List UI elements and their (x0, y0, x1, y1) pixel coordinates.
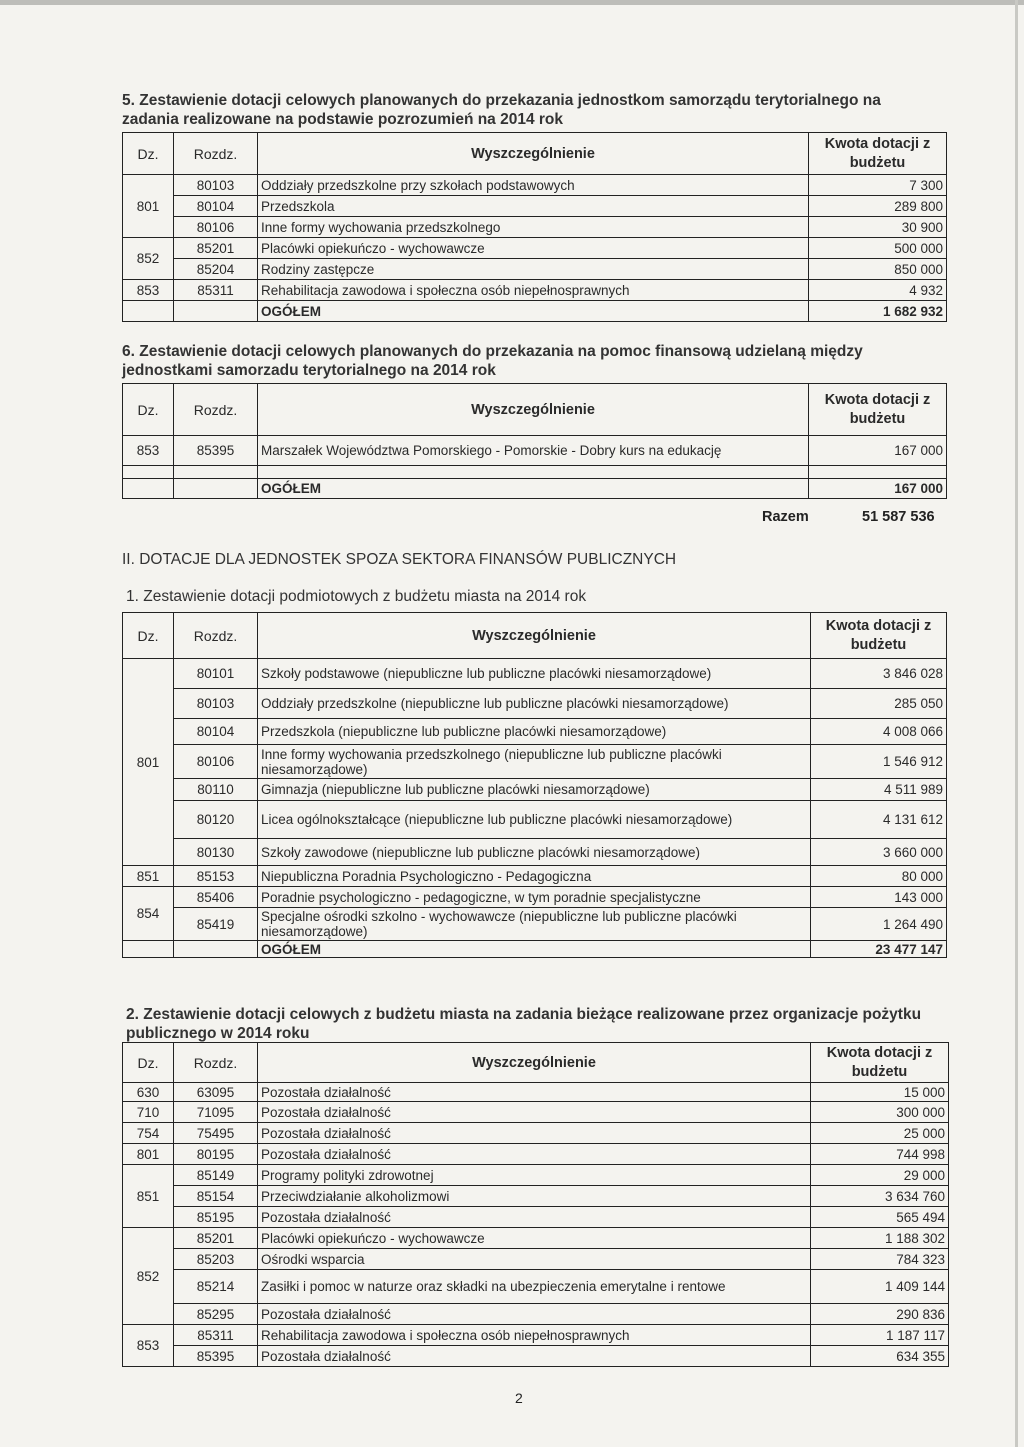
cell-desc: Ośrodki wsparcia (258, 1249, 811, 1270)
table-row (123, 1346, 949, 1367)
cell-dz: 851 (123, 866, 174, 887)
total-label: OGÓŁEM (258, 479, 809, 499)
cell-amount: 4 511 989 (811, 779, 947, 801)
header-kwota (811, 613, 947, 659)
table-row (123, 1083, 949, 1102)
cell-empty (123, 479, 174, 499)
cell-amount: 1 187 117 (811, 1325, 949, 1346)
cell-rozdz: 85204 (174, 259, 258, 280)
cell-rozdz: 85201 (174, 238, 258, 259)
table-row (123, 1207, 949, 1228)
cell-dz: 854 (123, 887, 174, 941)
cell-desc: Szkoły zawodowe (niepubliczne lub publiczne placówki niesamorządowe) (258, 839, 811, 866)
cell-amount: 744 998 (811, 1144, 949, 1165)
header-kwota-line1: Kwota dotacji z (826, 1044, 933, 1061)
cell-rozdz: 71095 (174, 1102, 258, 1123)
cell-amount: 1 264 490 (811, 908, 947, 941)
cell-rozdz: 85153 (174, 866, 258, 887)
section-5-title-line1: 5. Zestawienie dotacji celowych planowanych do przekazania jednostkom samorządu terytorialnego na (122, 92, 881, 109)
header-kwota-line1: Kwota dotacji z (824, 135, 931, 152)
header-kwota (809, 133, 947, 175)
cell-rozdz: 85203 (174, 1249, 258, 1270)
header-row (123, 613, 947, 659)
cell-empty (174, 941, 258, 958)
cell-dz: 851 (123, 1165, 174, 1228)
cell-desc: Pozostała działalność (258, 1346, 811, 1367)
cell-rozdz: 85311 (174, 1325, 258, 1346)
page-number: 2 (515, 1390, 523, 1406)
table-row (123, 280, 947, 301)
table-row (123, 436, 947, 466)
cell-amount: 80 000 (811, 866, 947, 887)
cell-rozdz: 80101 (174, 659, 258, 689)
subsection-2-title (126, 1005, 921, 1043)
cell-rozdz: 85311 (174, 280, 258, 301)
cell-amount: 565 494 (811, 1207, 949, 1228)
cell-amount: 500 000 (809, 238, 947, 259)
cell-empty (174, 479, 258, 499)
total-row (123, 301, 947, 322)
cell-rozdz: 80104 (174, 196, 258, 217)
cell-desc: Pozostała działalność (258, 1123, 811, 1144)
cell-rozdz: 85419 (174, 908, 258, 941)
cell-amount: 290 836 (811, 1304, 949, 1325)
cell-rozdz: 80106 (174, 217, 258, 238)
cell-rozdz: 80106 (174, 745, 258, 779)
cell-empty (174, 466, 258, 479)
cell-desc: Pozostała działalność (258, 1083, 811, 1102)
cell-empty (123, 466, 174, 479)
section-6-title-line2: jednostkami samorzadu terytorialnego na 2014 rok (122, 362, 496, 379)
cell-desc: Rehabilitacja zawodowa i społeczna osób niepełnosprawnych (258, 280, 809, 301)
cell-amount: 7 300 (809, 175, 947, 196)
scan-right-edge (1015, 0, 1018, 1447)
cell-amount: 1 409 144 (811, 1270, 949, 1304)
table-row (123, 175, 947, 196)
cell-dz: 853 (123, 1325, 174, 1367)
cell-amount: 3 846 028 (811, 659, 947, 689)
cell-dz: 801 (123, 175, 174, 238)
table-subsection-2 (122, 1042, 949, 1367)
cell-desc: Marszałek Województwa Pomorskiego - Pomorskie - Dobry kurs na edukację (258, 436, 809, 466)
cell-dz: 852 (123, 238, 174, 280)
table-row (123, 1165, 949, 1186)
header-row (123, 384, 947, 436)
total-label: OGÓŁEM (258, 301, 809, 322)
table-row (123, 1144, 949, 1165)
razem-value: 51 587 536 (862, 509, 935, 525)
table-row (123, 779, 947, 801)
cell-amount: 285 050 (811, 689, 947, 719)
table-row (123, 217, 947, 238)
table-subsection-1 (122, 612, 947, 958)
table-row (123, 839, 947, 866)
cell-desc: Niepubliczna Poradnia Psychologiczno - Pedagogiczna (258, 866, 811, 887)
table-row (123, 1123, 949, 1144)
table-row (123, 1228, 949, 1249)
header-dz: Dz. (123, 384, 174, 436)
cell-rozdz: 85195 (174, 1207, 258, 1228)
cell-rozdz: 80103 (174, 689, 258, 719)
table-row (123, 801, 947, 839)
cell-amount: 29 000 (811, 1165, 949, 1186)
section-6-title-line1: 6. Zestawienie dotacji celowych planowanych do przekazania na pomoc finansową udzielaną między (122, 343, 863, 360)
cell-desc: Pozostała działalność (258, 1102, 811, 1123)
header-wyszczegolnienie: Wyszczególnienie (258, 1043, 811, 1083)
cell-desc: Przedszkola (niepubliczne lub publiczne placówki niesamorządowe) (258, 719, 811, 745)
cell-rozdz: 85149 (174, 1165, 258, 1186)
cell-amount: 4 131 612 (811, 801, 947, 839)
header-kwota-line2: budżetu (849, 410, 906, 427)
table-row (123, 1102, 949, 1123)
header-wyszczegolnienie: Wyszczególnienie (258, 613, 811, 659)
cell-rozdz: 80104 (174, 719, 258, 745)
table-row (123, 719, 947, 745)
scan-top-edge (0, 0, 1024, 5)
table-row (123, 1270, 949, 1304)
cell-empty (123, 941, 174, 958)
table-row (123, 1186, 949, 1207)
table-row (123, 659, 947, 689)
header-dz: Dz. (123, 613, 174, 659)
cell-rozdz: 80120 (174, 801, 258, 839)
cell-amount: 1 546 912 (811, 745, 947, 779)
header-wyszczegolnienie: Wyszczególnienie (258, 133, 809, 175)
header-dz: Dz. (123, 133, 174, 175)
cell-rozdz: 85406 (174, 887, 258, 908)
cell-desc: Przedszkola (258, 196, 809, 217)
header-wyszczegolnienie: Wyszczególnienie (258, 384, 809, 436)
cell-rozdz: 85395 (174, 1346, 258, 1367)
section-5-title-line2: zadania realizowane na podstawie pozrozumień na 2014 rok (122, 111, 564, 128)
cell-desc: Placówki opiekuńczo - wychowawcze (258, 1228, 811, 1249)
header-dz: Dz. (123, 1043, 174, 1083)
cell-desc: Poradnie psychologiczno - pedagogiczne, w tym poradnie specjalistyczne (258, 887, 811, 908)
cell-rozdz: 80110 (174, 779, 258, 801)
cell-rozdz: 63095 (174, 1083, 258, 1102)
cell-rozdz: 85395 (174, 436, 258, 466)
cell-amount: 30 900 (809, 217, 947, 238)
cell-rozdz: 85214 (174, 1270, 258, 1304)
cell-desc: Zasiłki i pomoc w naturze oraz składki na ubezpieczenia emerytalne i rentowe (258, 1270, 811, 1304)
cell-amount: 4 008 066 (811, 719, 947, 745)
total-amount: 23 477 147 (811, 941, 947, 958)
cell-dz: 853 (123, 436, 174, 466)
cell-dz: 754 (123, 1123, 174, 1144)
header-row (123, 1043, 949, 1083)
section-ii-title: II. DOTACJE DLA JEDNOSTEK SPOZA SEKTORA FINANSÓW PUBLICZNYCH (122, 551, 677, 568)
cell-rozdz: 85154 (174, 1186, 258, 1207)
header-kwota-line1: Kwota dotacji z (825, 617, 932, 634)
total-row (123, 941, 947, 958)
cell-dz: 852 (123, 1228, 174, 1325)
table-row (123, 1249, 949, 1270)
cell-desc: Programy polityki zdrowotnej (258, 1165, 811, 1186)
table-section-6 (122, 383, 947, 499)
total-label: OGÓŁEM (258, 941, 811, 958)
cell-dz: 853 (123, 280, 174, 301)
total-amount: 167 000 (809, 479, 947, 499)
cell-desc: Pozostała działalność (258, 1207, 811, 1228)
subsection-2-title-line1: 2. Zestawienie dotacji celowych z budżetu miasta na zadania bieżące realizowane przez organizacje pożytku (126, 1006, 922, 1023)
cell-rozdz: 75495 (174, 1123, 258, 1144)
cell-desc: Przeciwdziałanie alkoholizmowi (258, 1186, 811, 1207)
cell-dz: 801 (123, 659, 174, 866)
cell-amount: 4 932 (809, 280, 947, 301)
header-kwota-line1: Kwota dotacji z (824, 391, 931, 408)
cell-empty (174, 301, 258, 322)
cell-dz: 630 (123, 1083, 174, 1102)
cell-amount: 289 800 (809, 196, 947, 217)
table-row (123, 1304, 949, 1325)
cell-desc: Rehabilitacja zawodowa i społeczna osób niepełnosprawnych (258, 1325, 811, 1346)
table-row (123, 689, 947, 719)
total-amount: 1 682 932 (809, 301, 947, 322)
cell-desc: Oddziały przedszkolne (niepubliczne lub publiczne placówki niesamorządowe) (258, 689, 811, 719)
header-rozdz: Rozdz. (174, 613, 258, 659)
header-kwota (809, 384, 947, 436)
cell-amount: 634 355 (811, 1346, 949, 1367)
table-row (123, 908, 947, 941)
cell-rozdz: 80195 (174, 1144, 258, 1165)
cell-amount: 3 660 000 (811, 839, 947, 866)
cell-amount: 300 000 (811, 1102, 949, 1123)
subsection-2-title-line2: publicznego w 2014 roku (126, 1025, 310, 1042)
cell-amount: 25 000 (811, 1123, 949, 1144)
table-row (123, 866, 947, 887)
cell-desc: Placówki opiekuńczo - wychowawcze (258, 238, 809, 259)
cell-desc: Inne formy wychowania przedszkolnego (258, 217, 809, 238)
subsection-1-title: 1. Zestawienie dotacji podmiotowych z budżetu miasta na 2014 rok (126, 588, 587, 605)
header-rozdz: Rozdz. (174, 384, 258, 436)
cell-desc: Licea ogólnokształcące (niepubliczne lub publiczne placówki niesamorządowe) (258, 801, 811, 839)
header-row (123, 133, 947, 175)
header-kwota (811, 1043, 949, 1083)
table-row (123, 887, 947, 908)
cell-rozdz: 80130 (174, 839, 258, 866)
cell-amount: 3 634 760 (811, 1186, 949, 1207)
section-5-title (122, 91, 881, 129)
cell-empty (809, 466, 947, 479)
cell-rozdz: 85201 (174, 1228, 258, 1249)
table-row (123, 745, 947, 779)
cell-desc: Szkoły podstawowe (niepubliczne lub publiczne placówki niesamorządowe) (258, 659, 811, 689)
cell-amount: 143 000 (811, 887, 947, 908)
total-row (123, 479, 947, 499)
cell-empty (123, 301, 174, 322)
cell-desc: Inne formy wychowania przedszkolnego (niepubliczne lub publiczne placówki niesamorządowe) (258, 745, 811, 779)
cell-amount: 167 000 (809, 436, 947, 466)
cell-desc: Pozostała działalność (258, 1304, 811, 1325)
cell-dz: 801 (123, 1144, 174, 1165)
cell-dz: 710 (123, 1102, 174, 1123)
table-row (123, 238, 947, 259)
section-6-title (122, 342, 863, 380)
header-rozdz: Rozdz. (174, 1043, 258, 1083)
cell-rozdz: 80103 (174, 175, 258, 196)
table-section-5 (122, 132, 947, 322)
cell-desc: Specjalne ośrodki szkolno - wychowawcze (niepubliczne lub publiczne placówki niesamorządowe) (258, 908, 811, 941)
table-row (123, 1325, 949, 1346)
cell-desc: Rodziny zastępcze (258, 259, 809, 280)
header-rozdz: Rozdz. (174, 133, 258, 175)
cell-amount: 784 323 (811, 1249, 949, 1270)
header-kwota-line2: budżetu (850, 636, 907, 653)
header-kwota-line2: budżetu (849, 154, 906, 171)
cell-amount: 15 000 (811, 1083, 949, 1102)
table-row (123, 259, 947, 280)
razem-label: Razem (762, 509, 809, 525)
header-kwota-line2: budżetu (851, 1063, 908, 1080)
cell-amount: 1 188 302 (811, 1228, 949, 1249)
cell-rozdz: 85295 (174, 1304, 258, 1325)
cell-empty (258, 466, 809, 479)
spacer-row (123, 466, 947, 479)
cell-amount: 850 000 (809, 259, 947, 280)
table-row (123, 196, 947, 217)
cell-desc: Pozostała działalność (258, 1144, 811, 1165)
cell-desc: Oddziały przedszkolne przy szkołach podstawowych (258, 175, 809, 196)
cell-desc: Gimnazja (niepubliczne lub publiczne placówki niesamorządowe) (258, 779, 811, 801)
